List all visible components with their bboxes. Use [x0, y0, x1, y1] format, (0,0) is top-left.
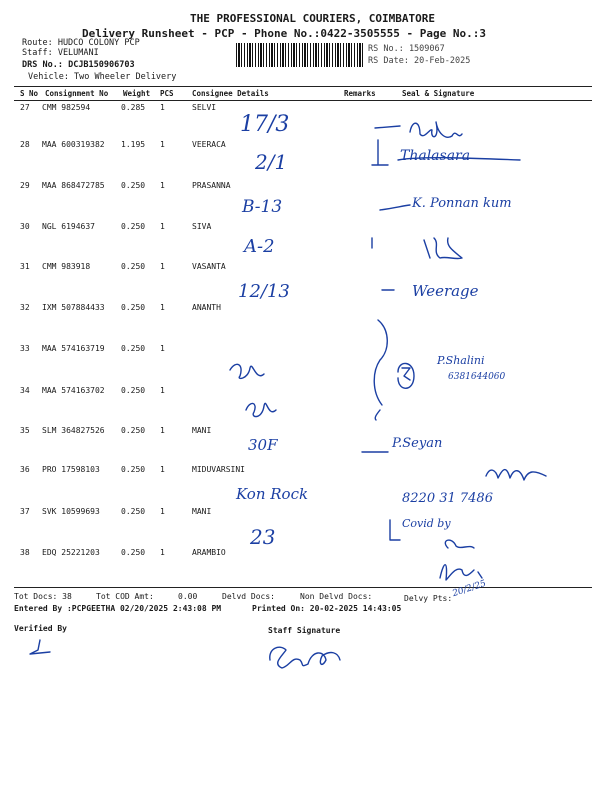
- consignee-name: MANI: [192, 426, 212, 435]
- consignee-name: SELVI: [192, 103, 217, 112]
- row-weight: 0.250: [121, 303, 146, 312]
- consignee-name: SIVA: [192, 222, 212, 231]
- row-pieces: 1: [160, 344, 165, 353]
- row-weight: 0.250: [121, 426, 146, 435]
- row-serial: 28: [20, 140, 30, 149]
- consignment-number: IXM 507884433: [42, 303, 105, 312]
- consignee-name: ANANTH: [192, 303, 221, 312]
- signature-33: P.Shalini: [437, 354, 485, 367]
- staff-label: Staff: VELUMANI: [22, 48, 99, 58]
- drs-label: DRS No.:: [22, 60, 63, 70]
- consignment-number: CMM 983918: [42, 262, 91, 271]
- rs-date: RS Date: 20-Feb-2025: [368, 56, 471, 66]
- handwritten-note-30: A-2: [244, 236, 275, 257]
- row-serial: 27: [20, 103, 30, 112]
- consignment-number: NGL 6194637: [42, 222, 95, 231]
- row-weight: 1.195: [121, 140, 146, 149]
- consignment-number: SVK 10599693: [42, 507, 100, 516]
- row-serial: 36: [20, 465, 30, 474]
- row-weight: 0.250: [121, 465, 146, 474]
- rs-number: RS No.: 1509067: [368, 44, 445, 54]
- row-pieces: 1: [160, 507, 165, 516]
- consignment-number: MAA 600319382: [42, 140, 105, 149]
- row-pieces: 1: [160, 465, 165, 474]
- signature-31: Weerage: [412, 282, 479, 300]
- consignment-number: MAA 868472785: [42, 181, 105, 190]
- signature-33-phone: 6381644060: [448, 372, 506, 382]
- row-serial: 38: [20, 548, 30, 557]
- delivered-docs: Delvd Docs:: [222, 592, 275, 601]
- verified-by-label: Verified By: [14, 624, 67, 633]
- row-pieces: 1: [160, 181, 165, 190]
- col-seal: Seal & Signature: [402, 89, 475, 98]
- row-pieces: 1: [160, 103, 165, 112]
- company-title: THE PROFESSIONAL COURIERS, COIMBATORE: [190, 12, 436, 25]
- consignment-number: MAA 574163702: [42, 386, 105, 395]
- staff-signature-label: Staff Signature: [268, 626, 341, 635]
- row-weight: 0.250: [121, 548, 146, 557]
- row-pieces: 1: [160, 222, 165, 231]
- delivery-points: Delvy Pts:: [404, 594, 453, 603]
- consignee-name: ARAMBIO: [192, 548, 226, 557]
- consignee-name: VEERACA: [192, 140, 226, 149]
- total-docs: Tot Docs: 38: [14, 592, 72, 601]
- entered-by: Entered By :PCPGEETHA 02/20/2025 2:43:08 PM: [14, 604, 222, 613]
- row-pieces: 1: [160, 426, 165, 435]
- printed-on: Printed On: 20-02-2025 14:43:05: [252, 604, 402, 613]
- signature-29: K. Ponnan kum: [412, 196, 512, 211]
- col-sno: S No: [20, 89, 39, 98]
- row-serial: 29: [20, 181, 30, 190]
- row-weight: 0.250: [121, 344, 146, 353]
- row-serial: 35: [20, 426, 30, 435]
- row-serial: 34: [20, 386, 30, 395]
- row-pieces: 1: [160, 140, 165, 149]
- handwritten-note-37: 23: [250, 525, 276, 549]
- row-serial: 32: [20, 303, 30, 312]
- total-cod-label: Tot COD Amt:: [96, 592, 154, 601]
- consignment-number: EDQ 25221203: [42, 548, 100, 557]
- row-weight: 0.285: [121, 103, 146, 112]
- row-pieces: 1: [160, 386, 165, 395]
- row-pieces: 1: [160, 548, 165, 557]
- row-weight: 0.250: [121, 222, 146, 231]
- non-delivered-docs: Non Delvd Docs:: [300, 592, 373, 601]
- consignee-name: MIDUVARSINI: [192, 465, 245, 474]
- handwritten-note-29: B-13: [242, 197, 283, 217]
- consignment-number: MAA 574163719: [42, 344, 105, 353]
- drs-value: DCJB150906703: [68, 60, 135, 70]
- row-weight: 0.250: [121, 262, 146, 271]
- consignment-number: CMM 982594: [42, 103, 91, 112]
- row-serial: 37: [20, 507, 30, 516]
- row-pieces: 1: [160, 303, 165, 312]
- col-remarks: Remarks: [344, 89, 376, 98]
- total-cod-value: 0.00: [178, 592, 198, 601]
- consignment-number: SLM 364827526: [42, 426, 105, 435]
- handwritten-note-27: 17/3: [240, 112, 290, 137]
- col-pcs: PCS: [160, 89, 174, 98]
- handwritten-note-28: 2/1: [255, 150, 288, 174]
- signature-37: Covid by: [402, 517, 451, 530]
- handwritten-note-36: Kon Rock: [236, 485, 309, 503]
- consignee-name: PRASANNA: [192, 181, 231, 190]
- consignment-number: PRO 17598103: [42, 465, 100, 474]
- row-serial: 31: [20, 262, 30, 271]
- route-label: Route: HUDCO COLONY PCP: [22, 38, 140, 48]
- consignee-name: MANI: [192, 507, 212, 516]
- signature-28: Thalasara: [400, 148, 471, 164]
- vehicle-label: Vehicle: Two Wheeler Delivery: [28, 72, 177, 82]
- row-serial: 33: [20, 344, 30, 353]
- col-consignment: Consignment No: [45, 89, 109, 98]
- col-weight: Weight: [123, 89, 151, 98]
- handwritten-note-31: 12/13: [238, 281, 290, 302]
- row-weight: 0.250: [121, 386, 146, 395]
- signature-38-date: 20/2/25: [451, 578, 488, 600]
- handwritten-note-35: 30F: [248, 436, 278, 454]
- row-weight: 0.250: [121, 507, 146, 516]
- consignee-name: VASANTA: [192, 262, 226, 271]
- col-consignee: Consignee Details: [192, 89, 269, 98]
- row-pieces: 1: [160, 262, 165, 271]
- signature-36-phone: 8220 31 7486: [402, 491, 493, 506]
- runsheet-title: Delivery Runsheet - PCP - Phone No.:0422-3505555 - Page No.:3: [82, 27, 486, 40]
- signature-35: P.Seyan: [392, 436, 443, 451]
- row-serial: 30: [20, 222, 30, 231]
- row-weight: 0.250: [121, 181, 146, 190]
